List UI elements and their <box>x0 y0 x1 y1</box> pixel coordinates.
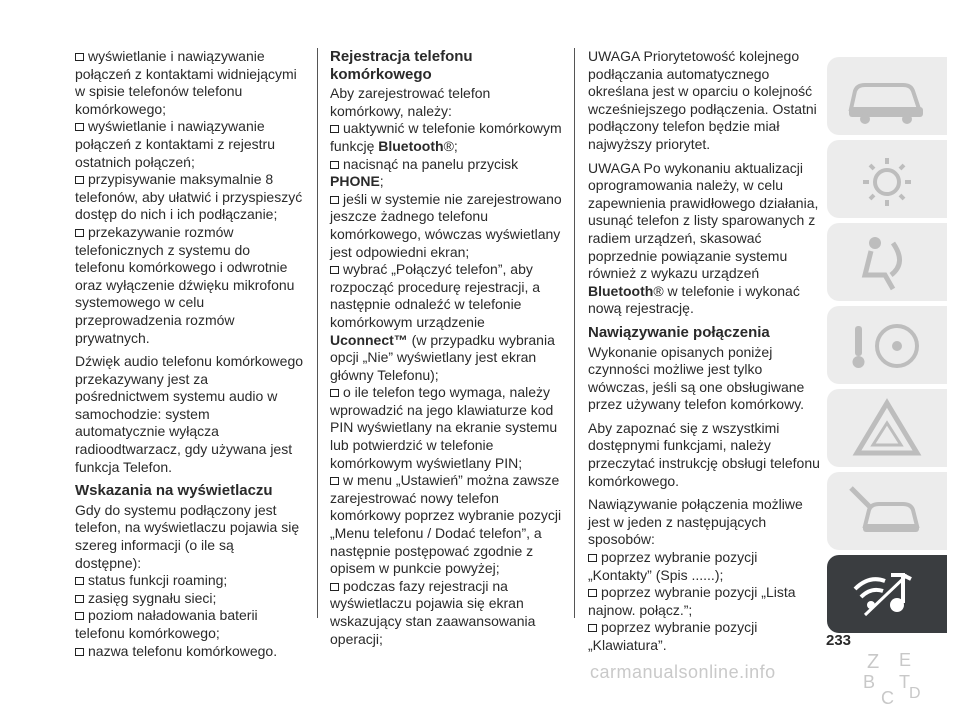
index-letters-icon <box>841 644 933 710</box>
note-priority: UWAGA Priorytetowość kolejnego podłączania automatycznego określana jest w oparciu o kolejność wcześniejszego podłączenia. Ostatni podłączony telefon będzie miał najwyższy priorytet. <box>588 48 817 152</box>
watermark: carmanualsonline.info <box>590 662 776 682</box>
column-divider <box>317 48 318 618</box>
list-item: zasięg sygnału sieci; <box>75 590 303 608</box>
tab-index[interactable] <box>827 638 947 716</box>
column-divider <box>574 48 575 618</box>
checkbox-bullet-icon <box>75 123 84 131</box>
list-item: poprzez wybranie pozycji „Lista najnow. połącz.”; <box>588 584 796 618</box>
checkbox-bullet-icon <box>75 612 84 620</box>
checkbox-bullet-icon <box>75 229 84 237</box>
index-letter: C <box>881 688 894 708</box>
registration-heading: Rejestracja telefonu komórkowego <box>330 48 473 83</box>
checkbox-bullet-icon <box>588 554 597 562</box>
display-heading: Wskazania na wyświetlaczu <box>75 482 273 500</box>
checkbox-bullet-icon <box>330 266 339 274</box>
list-item: nacisnąć na panelu przycisk PHONE; <box>330 155 519 190</box>
list-item: wyświetlanie i nawiązywanie połączeń z kontaktami widniejącymi w spisie telefonów telefonu komórkowego; <box>75 48 297 117</box>
display-intro: Gdy do systemu podłączony jest telefon, na wyświetlaczu pojawia się szereg informacji (o ile są dostępne): <box>75 501 300 571</box>
checkbox-bullet-icon <box>588 589 597 597</box>
tab-dashboard[interactable] <box>827 140 947 218</box>
tab-multimedia[interactable] <box>827 555 947 633</box>
page-number: 233 <box>826 632 852 649</box>
checkbox-bullet-icon <box>588 624 597 632</box>
list-item: jeśli w systemie nie zarejestrowano jeszcze żadnego telefonu komórkowego, wówczas wyświetlany jest odpowiedni ekran; <box>330 190 562 260</box>
index-letter: Z <box>867 651 880 673</box>
checkbox-bullet-icon <box>330 583 339 591</box>
dashboard-lights-icon <box>841 146 933 212</box>
list-item: nazwa telefonu komórkowego. <box>75 643 303 661</box>
list-item: poprzez wybranie pozycji „Kontakty” (Spis ......); <box>588 549 758 583</box>
tab-maintenance[interactable] <box>827 472 947 550</box>
index-letter: E <box>899 650 912 670</box>
index-letter: B <box>863 672 876 692</box>
list-item: o ile telefon tego wymaga, należy wprowadzić na jego klawiaturze kod PIN wyświetlany na ekranie systemu lub potwierdzić w telefonie komórkowym wyświetlany PIN; <box>330 384 558 471</box>
calling-heading: Nawiązywanie połączenia <box>588 323 770 341</box>
checkbox-bullet-icon <box>75 595 84 603</box>
checkbox-bullet-icon <box>330 196 339 204</box>
checkbox-bullet-icon <box>330 125 339 133</box>
list-item: przekazywanie rozmów telefonicznych z systemu do telefonu komórkowego i odwrotnie oraz wyłączenie dźwięku mikrofonu systemowego w celu przeprowadzenia rozmów prywatnych. <box>75 223 295 346</box>
list-item: przypisywanie maksymalnie 8 telefonów, aby ułatwić i przyspieszyć dostęp do nich i ich podłączanie; <box>75 171 303 223</box>
seat-airbag-icon <box>841 229 933 295</box>
list-item: uaktywnić w telefonie komórkowym funkcję Bluetooth®; <box>330 120 562 154</box>
checkbox-bullet-icon <box>330 389 339 397</box>
multimedia-phone-icon <box>841 561 933 627</box>
checkbox-bullet-icon <box>75 176 84 184</box>
tab-starting[interactable] <box>827 306 947 384</box>
wrench-car-icon <box>841 478 933 544</box>
checkbox-bullet-icon <box>75 53 84 61</box>
functions-paragraph: Aby zapoznać się z wszystkimi dostępnymi funkcjami, należy przeczytać instrukcję obsługi telefonu komórkowego. <box>588 419 820 489</box>
list-item: podczas fazy rejestracji na wyświetlaczu pojawia się ekran wskazujący stan zaawansowania operacji; <box>330 577 536 647</box>
tab-safety[interactable] <box>827 223 947 301</box>
registration-intro: Aby zarejestrować telefon komórkowy, należy: <box>330 85 491 119</box>
column-2 <box>330 48 564 648</box>
column-3 <box>588 48 820 655</box>
tab-car[interactable] <box>827 57 947 135</box>
tab-emergency[interactable] <box>827 389 947 467</box>
calling-paragraph: Wykonanie opisanych poniżej czynności możliwe jest tylko wówczas, jeśli są one obsługiwane przez używany telefon komórkowy. <box>588 343 805 413</box>
checkbox-bullet-icon <box>330 477 339 485</box>
list-item: status funkcji roaming; <box>75 572 303 590</box>
checkbox-bullet-icon <box>75 577 84 585</box>
checkbox-bullet-icon <box>75 648 84 656</box>
list-item: wybrać „Połączyć telefon”, aby rozpocząć procedurę rejestracji, a następnie odnaleźć w telefonie komórkowym urządzenie Uconnect™ (w przypadku wybrania opcji „Nie” wyświetlany jest ekran główny Telefonu); <box>330 261 555 383</box>
warning-triangle-icon <box>841 395 933 461</box>
column-1 <box>75 48 303 660</box>
checkbox-bullet-icon <box>330 161 339 169</box>
list-item: wyświetlanie i nawiązywanie połączeń z kontaktami z rejestru ostatnich połączeń; <box>75 118 275 170</box>
note-update: UWAGA Po wykonaniu aktualizacji oprogramowania należy, w celu zapewnienia prawidłowego działania, usunąć telefon z listy sparowanych z radiem urządzeń, skasować poprzednie powiązanie systemu również z wykazu urządzeń Bluetooth® w telefonie i wykonać nową rejestrację. <box>588 159 819 317</box>
index-letter: T <box>899 672 910 692</box>
methods-intro: Nawiązywanie połączenia możliwe jest w jeden z następujących sposobów: <box>588 496 803 548</box>
audio-paragraph: Dźwięk audio telefonu komórkowego przekazywany jest za pośrednictwem systemu audio w samochodzie: system automatycznie wyłącza radioodtwarzacz, gdy używana jest funkcja Telefon. <box>75 353 304 475</box>
car-icon <box>841 63 933 129</box>
list-item: w menu „Ustawień” można zawsze zarejestrować nowy telefon komórkowy poprzez wybranie pozycji „Menu telefonu / Dodać telefon”, a następnie postępować zgodnie z opisem w punkcie powyżej; <box>330 472 562 577</box>
list-item: poprzez wybranie pozycji „Klawiatura”. <box>588 619 758 653</box>
index-letter: D <box>909 685 921 702</box>
steering-wheel-key-icon <box>841 312 933 378</box>
list-item: poziom naładowania baterii telefonu komórkowego; <box>75 607 258 641</box>
chapter-tabs <box>827 57 947 721</box>
